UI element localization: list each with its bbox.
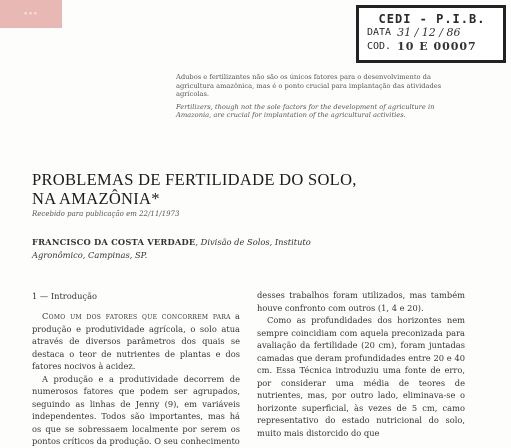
- left-paragraph-1: [32, 310, 240, 373]
- received-date: Recebido para publicação em 22/11/1973: [32, 210, 180, 218]
- epigraph-english: Fertilizers, though not the sole factors for the development of agriculture in Amazonia, are crucial for implantation of the agricultural activities.: [176, 102, 435, 120]
- section-heading: 1 — Introdução: [32, 291, 98, 301]
- right-paragraph-2: Como as profundidades dos horizontes nem sempre coincidiam com aquela preconizada para avaliação da fertilidade (20 cm), foram juntadas camadas que deram profundidades entre 20 e 40 cm. Essa Técnica introduziu uma fonte de erro, por considerar uma média de teores de nutrientes, mas, por outro lado, eliminava-se o horizonte superficial, às vezes de 5 cm, camo representativo do estado nutricional do solo, muito mais distorcido do que: [257, 315, 465, 438]
- left-paragraph-2: A produção e a produtividade decorrem de numerosos fatores que podem ser agrupados, seguindo as linhas de Jenny (9), em variáveis independentes. Todos são importantes, mas há os que se sobressaem localmente por serem os pontos críticos da produção. O seu conhecimento: [32, 373, 240, 446]
- left-paragraph-1-lead: Como um dos fatores que concorrem para: [42, 311, 231, 321]
- article-title-line2: NA AMAZÔNIA*: [32, 189, 160, 208]
- stamp-date-row: [367, 26, 497, 40]
- author-name: FRANCISCO DA COSTA VERDADE: [32, 237, 196, 247]
- stamp-date-value: 31 / 12 / 86: [397, 26, 461, 39]
- author-affiliation: , Divisão de Solos, Instituto Agronômico, Campinas, SP.: [32, 237, 311, 260]
- corner-watermark: [0, 0, 62, 28]
- stamp-code-row: [367, 40, 497, 54]
- article-title: [32, 170, 392, 208]
- library-stamp: [356, 5, 506, 63]
- epigraph: [176, 73, 466, 124]
- stamp-code-value: 10 E 00007: [397, 40, 477, 53]
- left-column: [32, 310, 240, 448]
- article-title-line1: PROBLEMAS DE FERTILIDADE DO SOLO,: [32, 170, 357, 189]
- epigraph-portuguese: Adubos e fertilizantes não são os únicos fatores para o desenvolvimento da agricultura amazônica, mas é o ponto crucial para implantação das atividades agrícolas.: [176, 73, 442, 99]
- right-column: [257, 289, 465, 439]
- corner-watermark-text: •••: [23, 8, 39, 20]
- right-paragraph-1: desses trabalhos foram utilizados, mas também houve confronto com outros (1, 4 e 20).: [257, 290, 465, 313]
- stamp-title: CEDI - P.I.B.: [378, 12, 486, 26]
- stamp-date-label: DATA: [367, 27, 392, 38]
- author-block: [32, 236, 362, 262]
- stamp-code-label: COD.: [367, 41, 392, 52]
- left-paragraph-1-body: a produção e produtividade agrícola, o solo atua através de diversos parâmetros dos quais se destaca o teor de nutrientes de plantas e dos fatores nocivos à acidez.: [32, 311, 240, 371]
